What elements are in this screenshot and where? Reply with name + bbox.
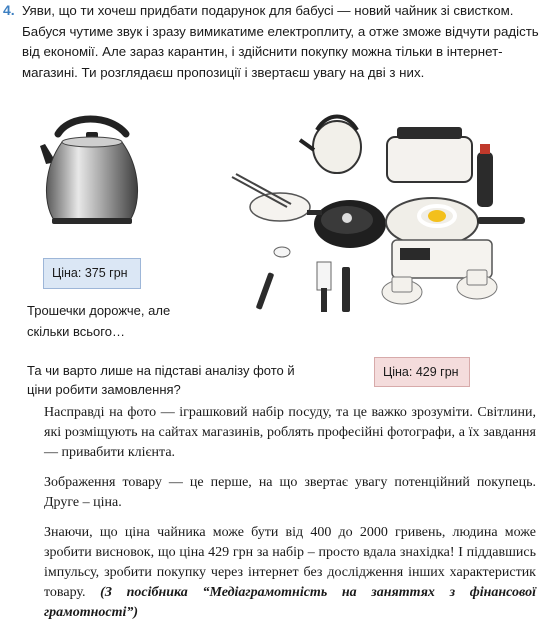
paragraph-1: Насправді на фото — іграшковий набір посуду, та це важко зрозуміти. Світлини, які розміщують на сайтах магазинів, роблять професійні фотографи, а їх завдання — привабити клієнта. [44,405,536,460]
kettle-image [40,112,145,232]
source-citation: (З посібника “Медіаграмотність на заняттях з фінансової грамотності”) [44,585,536,620]
paragraph-3 [44,523,536,623]
question-text: Та чи варто лише на підставі аналізу фото й ціни робити замовлення? [27,363,295,397]
offer-comment: Трошечки дорожче, але скільки всього… [27,303,171,339]
task-number: 4. [3,2,15,18]
task-intro: Уяви, що ти хочеш придбати подарунок для бабусі — новий чайник зі свистком. Бабуся чутиме звук і зразу вимикатиме електроплиту, а отже зможе відчути радість від економії. Але зараз карантин, і здійснити покупку можна тільки в інтернет-магазині. Ти розглядаєш пропозиції і звертаєш увагу на дві з них. [22,3,539,80]
paragraph-3-text: Знаючи, що ціна чайника може бути від 400 до 2000 гривень, людина може зробити висновок, що ціна 429 грн за набір – просто вдала знахідка! І піддавшись імпульсу, зробити покупку через інтернет без дослідження інших характеристик товару. [44,525,536,600]
paragraph-2: Зображення товару — це перше, на що звертає увагу потенційний покупець. Друге – ціна. [44,475,536,510]
price-label-kettle: Ціна: 375 грн [43,258,141,289]
price-label-toy-set: Ціна: 429 грн [374,357,470,387]
toy-cookware-set-image [222,112,540,322]
